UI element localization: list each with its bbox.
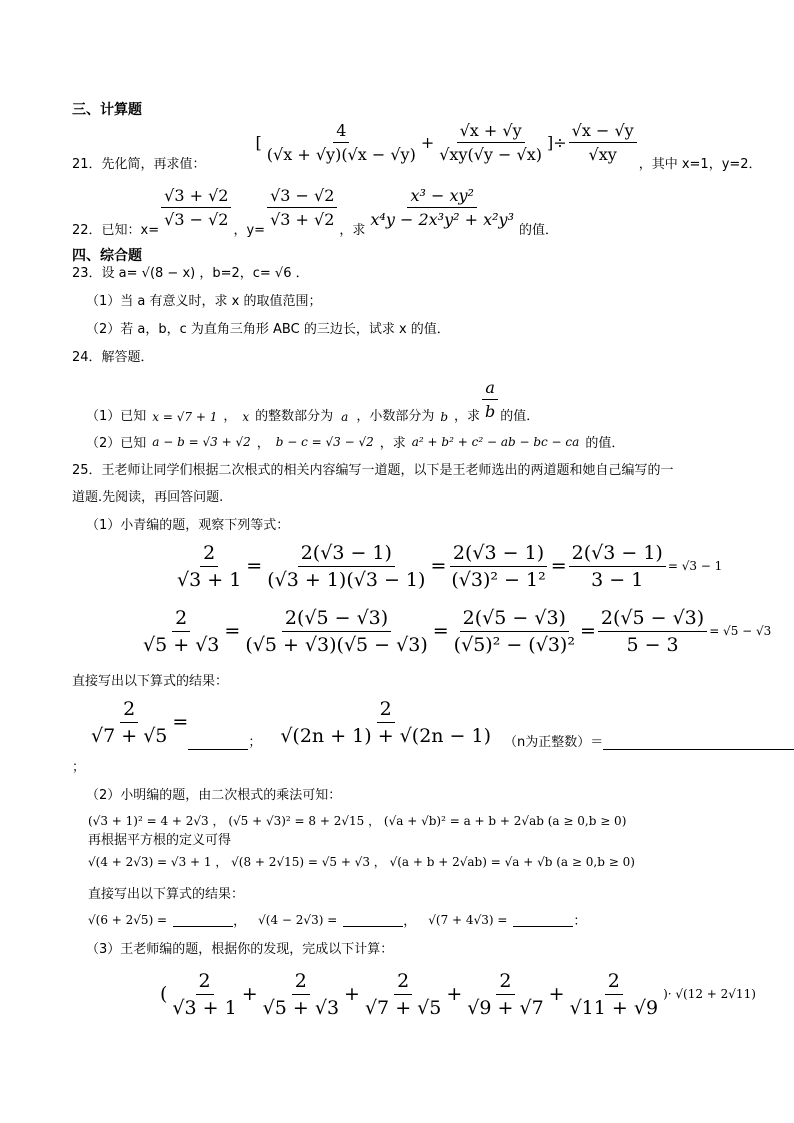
equation-2 [138, 602, 771, 660]
answer-row-1 [86, 694, 794, 750]
math-line: √(4 + 2√3) = √3 + 1 ， √(8 + 2√15) = √5 + √3 ， √(a + b + 2√ab) = √a + √b (a ≥ 0,b ≥ 0) [88, 855, 635, 869]
question-22 [72, 176, 558, 238]
fraction [140, 607, 222, 656]
denominator: √11 + √9 [569, 996, 659, 1019]
numerator: 2(√5 − √3) [598, 607, 707, 632]
denominator: √xy(√y − √x) [439, 144, 543, 164]
instruction: 直接写出以下算式的结果： [72, 674, 229, 689]
text: ，y= [233, 223, 266, 238]
fraction [464, 970, 546, 1019]
text: ， [233, 914, 247, 929]
numerator: √3 − √2 [267, 186, 337, 208]
text: ， [403, 914, 417, 929]
numerator: 4 [333, 121, 349, 143]
equals: = [550, 555, 567, 577]
equals: = [579, 620, 596, 642]
fraction [598, 607, 707, 656]
math: b − c = √3 − √2 [275, 434, 374, 449]
text: 的值． [519, 223, 559, 238]
denominator: (√3 + 1)(√3 − 1) [267, 568, 426, 591]
numerator: 2 [605, 970, 623, 995]
result: = √5 − √3 [709, 624, 772, 638]
math: b [440, 410, 449, 424]
numerator: 2 [196, 970, 214, 995]
numerator: a [482, 378, 498, 400]
math: x [242, 410, 250, 424]
denominator: (√3)² − 1² [451, 568, 546, 591]
denominator: (√x + √y)(√x − √y) [266, 144, 416, 164]
fraction [161, 186, 231, 229]
text: （2）已知 [86, 436, 147, 451]
answer-blank[interactable] [173, 912, 233, 927]
denominator: (√5)² − (√3)² [453, 633, 575, 656]
fraction [451, 607, 578, 656]
math: √(7 + 4√3) = [428, 912, 508, 927]
math-line: (√3 + 1)² = 4 + 2√3 ， (√5 + √3)² = 8 + 2√15 ， (√a + √b)² = a + b + 2√ab (a ≥ 0,b ≥ 0) [88, 814, 627, 828]
q25-part1: （1）小青编的题，观察下列等式： [86, 518, 290, 533]
q21-label: 21．先化简，再求值： [72, 157, 206, 172]
denominator: √3 − √2 [164, 209, 229, 229]
fraction [448, 542, 548, 591]
fraction [567, 970, 661, 1019]
text: 的整数部分为 [255, 409, 334, 424]
text: 再根据平方根的定义可得 [88, 833, 232, 848]
denominator: √7 + √5 [91, 724, 168, 747]
denominator: b [485, 401, 496, 421]
denominator: 3 − 1 [591, 568, 644, 591]
equals: = [432, 620, 449, 642]
text: ，小数部分为 [356, 409, 435, 424]
text: 的值． [585, 436, 625, 451]
fraction [362, 970, 444, 1019]
denominator: √5 + √3 [143, 633, 220, 656]
op: + [420, 132, 435, 152]
equals: = [246, 555, 263, 577]
numerator: 2 [200, 542, 218, 567]
math: √(4 − 2√3) = [258, 912, 338, 927]
numerator: √x − √y [569, 121, 637, 143]
fraction [260, 970, 342, 1019]
fraction [264, 121, 419, 164]
q25-part3: （3）王老师编的题，根据你的发现，完成以下计算： [86, 942, 394, 957]
numerator: 2(√3 − 1) [569, 542, 666, 567]
equals: = [224, 620, 241, 642]
answer-blank[interactable] [343, 912, 403, 927]
q23-part2: （2）若 a，b，c 为直角三角形 ABC 的三边长，试求 x 的值． [86, 322, 450, 337]
fraction [436, 121, 545, 164]
math: a − b = √3 + √2 [152, 434, 251, 449]
numerator: 2 [496, 970, 514, 995]
denominator: (√5 + √3)(√5 − √3) [245, 633, 428, 656]
numerator: 2(√3 − 1) [298, 542, 395, 567]
numerator: 2 [172, 607, 190, 632]
plus: + [241, 983, 258, 1005]
plus: + [548, 983, 565, 1005]
numerator: 2(√5 − √3) [460, 607, 569, 632]
text: ， [256, 436, 270, 451]
q23-part1: （1）当 a 有意义时，求 x 的取值范围； [86, 294, 322, 309]
result: = √3 − 1 [667, 559, 723, 573]
denominator: √xy [588, 144, 617, 164]
text: ， [223, 409, 237, 424]
denominator: √7 + √5 [364, 996, 442, 1019]
numerator: 2 [292, 970, 310, 995]
q25-line2: 道题.先阅读，再回答问题. [72, 490, 224, 505]
denominator: 5 − 3 [626, 633, 679, 656]
denominator: √3 + √2 [270, 209, 335, 229]
numerator: 2(√5 − √3) [282, 607, 391, 632]
instruction: 直接写出以下算式的结果： [88, 887, 245, 902]
plus: + [344, 983, 360, 1005]
q24-part1 [86, 374, 539, 424]
q24-part2 [86, 432, 624, 451]
question-25: 25．王老师让同学们根据二次根式的相关内容编写一道题，以下是王老师选出的两道题和她自己编写的一 [72, 463, 674, 478]
answer-blank[interactable] [603, 735, 794, 750]
plus: + [446, 983, 463, 1005]
numerator: 2 [394, 970, 412, 995]
numerator: x³ − xy² [407, 186, 477, 208]
text: （n为正整数）＝ [504, 735, 604, 750]
fraction [367, 186, 517, 229]
answer-blank[interactable] [188, 735, 248, 750]
denominator: x⁴y − 2x³y² + x²y³ [370, 209, 514, 229]
fraction [267, 186, 337, 229]
text: ； [248, 735, 262, 750]
text: ，求 [379, 436, 406, 451]
q25-part2: （2）小明编的题，由二次根式的乘法可知： [86, 788, 342, 803]
numerator: √3 + √2 [161, 186, 231, 208]
equation-1 [172, 538, 722, 594]
section-4-title: 四、综合题 [72, 248, 142, 264]
equals: = [172, 711, 189, 733]
bracket: [ [255, 132, 262, 152]
fraction [569, 121, 637, 164]
equals: = [430, 555, 447, 577]
numerator: 2 [377, 698, 395, 723]
denominator: √3 + 1 [177, 568, 242, 591]
fraction [482, 378, 498, 421]
denominator: √9 + √7 [467, 996, 544, 1019]
text: （1）已知 [86, 409, 147, 424]
answer-row-2 [88, 910, 586, 929]
fraction [174, 542, 244, 591]
op: ÷ [553, 132, 567, 152]
question-24: 24．解答题． [72, 350, 154, 365]
fraction [264, 542, 428, 591]
paren: ( [160, 983, 168, 1005]
denominator: √3 + 1 [172, 996, 237, 1019]
denominator: √(2n + 1) + √(2n − 1) [280, 724, 492, 747]
bracket: ] [547, 132, 554, 152]
text: ： [573, 914, 587, 929]
numerator: 2 [120, 698, 138, 723]
text: 的值． [500, 409, 540, 424]
math: )· √(12 + 2√11) [663, 987, 756, 1001]
fraction [169, 970, 239, 1019]
fraction [242, 607, 430, 656]
fraction [277, 698, 494, 747]
q21-tail: ，其中 x=1，y=2． [638, 157, 762, 172]
question-23: 23．设 a= √(8 − x) ，b=2，c= √6 ． [72, 266, 309, 281]
section-3-title: 三、计算题 [72, 102, 142, 118]
math: x = √7 + 1 [152, 410, 218, 424]
text: ，求 [454, 409, 481, 424]
q22-label: 22．已知：x= [72, 223, 160, 238]
math: a [341, 410, 349, 424]
math: √(6 + 2√5) = [88, 912, 168, 927]
numerator: 2(√3 − 1) [450, 542, 547, 567]
math: a² + b² + c² − ab − bc − ca [411, 434, 580, 449]
numerator: √x + √y [457, 121, 525, 143]
text: ，求 [339, 223, 366, 238]
fraction [569, 542, 666, 591]
equation-3 [160, 965, 756, 1023]
question-21 [72, 112, 762, 172]
fraction [88, 698, 170, 747]
answer-blank[interactable] [513, 912, 573, 927]
denominator: √5 + √3 [262, 996, 340, 1019]
text: ； [72, 760, 86, 775]
